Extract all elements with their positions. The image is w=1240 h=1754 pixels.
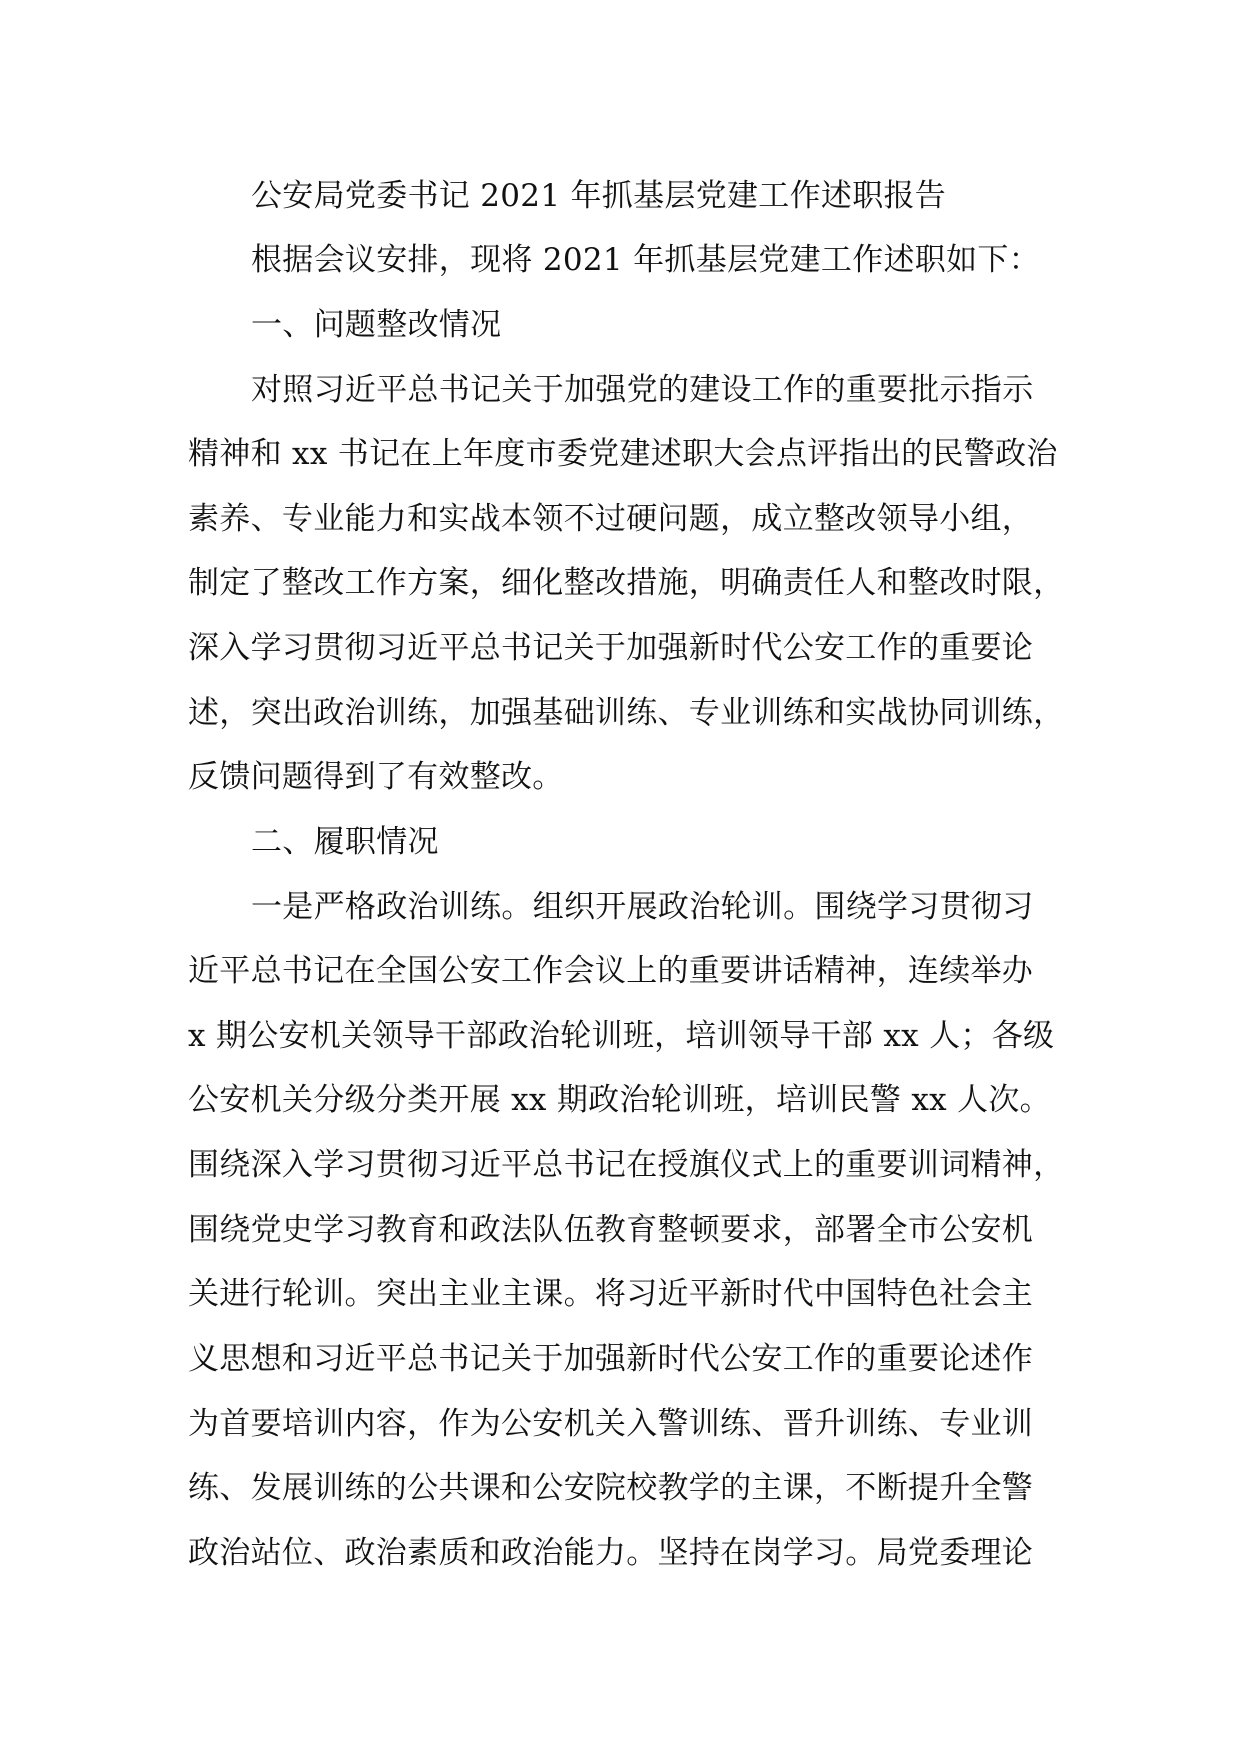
- paragraph-line: 政治站位、政治素质和政治能力。坚持在岗学习。局党委理论: [188, 1535, 1034, 1571]
- paragraph-line: 围绕党史学习教育和政法队伍教育整顿要求，部署全市公安机: [188, 1212, 1034, 1248]
- section-heading: 一、问题整改情况: [251, 307, 502, 343]
- paragraph-line: 述，突出政治训练，加强基础训练、专业训练和实战协同训练，: [188, 695, 1065, 731]
- paragraph-line: 根据会议安排，现将 2021 年抓基层党建工作述职如下：: [251, 242, 1040, 278]
- paragraph-line: 制定了整改工作方案，细化整改措施，明确责任人和整改时限，: [188, 565, 1065, 601]
- paragraph-line: 围绕深入学习贯彻习近平总书记在授旗仪式上的重要训词精神，: [188, 1147, 1065, 1183]
- paragraph-line: 素养、专业能力和实战本领不过硬问题，成立整改领导小组，: [188, 501, 1034, 537]
- document-title: 公安局党委书记 2021 年抓基层党建工作述职报告: [251, 178, 947, 214]
- paragraph-line: 为首要培训内容，作为公安机关入警训练、晋升训练、专业训: [188, 1406, 1034, 1442]
- paragraph-line: 反馈问题得到了有效整改。: [188, 759, 564, 795]
- section-heading: 二、履职情况: [251, 824, 439, 860]
- paragraph-line: 对照习近平总书记关于加强党的建设工作的重要批示指示: [251, 372, 1034, 408]
- paragraph-line: 义思想和习近平总书记关于加强新时代公安工作的重要论述作: [188, 1341, 1034, 1377]
- paragraph-line: 精神和 xx 书记在上年度市委党建述职大会点评指出的民警政治: [188, 436, 1058, 472]
- paragraph-line: 深入学习贯彻习近平总书记关于加强新时代公安工作的重要论: [188, 630, 1034, 666]
- paragraph-line: 公安机关分级分类开展 xx 期政治轮训班，培训民警 xx 人次。: [188, 1082, 1051, 1118]
- paragraph-line: 一是严格政治训练。组织开展政治轮训。围绕学习贯彻习: [251, 889, 1034, 925]
- paragraph-line: 练、发展训练的公共课和公安院校教学的主课，不断提升全警: [188, 1470, 1034, 1506]
- paragraph-line: x 期公安机关领导干部政治轮训班，培训领导干部 xx 人；各级: [188, 1018, 1055, 1054]
- paragraph-line: 近平总书记在全国公安工作会议上的重要讲话精神，连续举办: [188, 953, 1034, 989]
- paragraph-line: 关进行轮训。突出主业主课。将习近平新时代中国特色社会主: [188, 1276, 1034, 1312]
